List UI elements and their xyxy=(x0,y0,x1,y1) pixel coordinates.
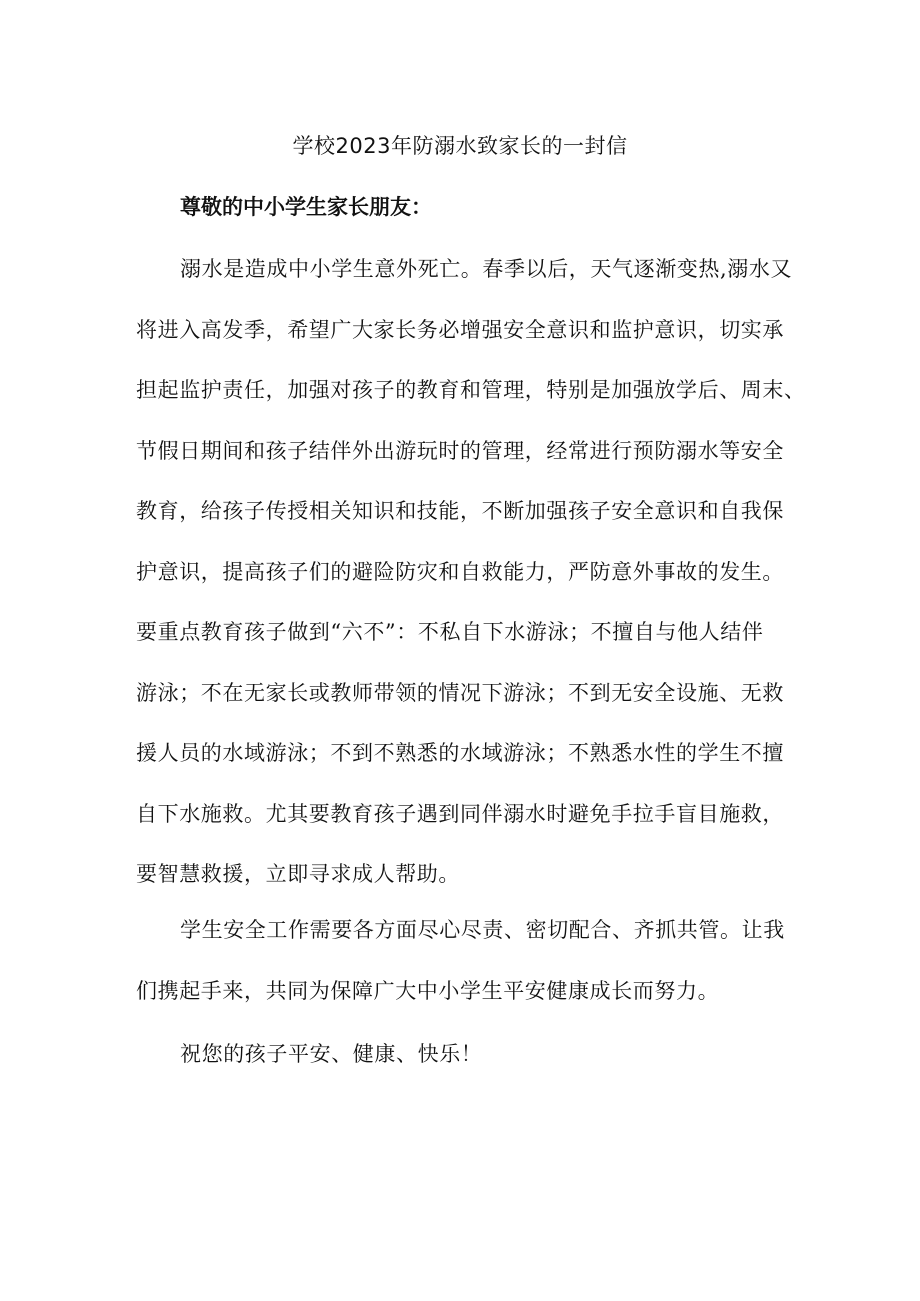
paragraph-line: 学生安全工作需要各方面尽心尽责、密切配合、齐抓共管。让我 xyxy=(180,918,785,942)
closing-line: 祝您的孩子平安、健康、快乐！ xyxy=(180,1042,483,1066)
paragraph-line: 援人员的水域游泳；不到不熟悉的水域游泳；不熟悉水性的学生不擅 xyxy=(136,741,784,765)
paragraph-line: 将进入高发季，希望广大家长务必增强安全意识和监护意识，切实承 xyxy=(136,317,784,342)
paragraph-line: 要智慧救援，立即寻求成人帮助。 xyxy=(136,862,460,886)
paragraph-main xyxy=(136,239,808,905)
paragraph-line: 游泳；不在无家长或教师带领的情况下游泳；不到无安全设施、无救 xyxy=(136,680,784,705)
paragraph-line: 节假日期间和孩子结伴外出游玩时的管理，经常进行预防溺水等安全 xyxy=(136,438,784,463)
paragraph-line: 护意识，提高孩子们的避险防灾和自救能力，严防意外事故的发生。 xyxy=(136,559,784,584)
paragraph-line: 溺水是造成中小学生意外死亡。春季以后，天气逐渐变热,溺水又 xyxy=(180,257,793,281)
paragraph-line: 要重点教育孩子做到“六不”：不私自下水游泳；不擅自与他人结伴 xyxy=(136,620,764,644)
paragraph-line: 们携起手来，共同为保障广大中小学生平安健康成长而努力。 xyxy=(136,978,720,1003)
paragraph-appeal xyxy=(136,900,808,1021)
closing-wish xyxy=(136,1024,808,1085)
paragraph-line: 担起监护责任，加强对孩子的教育和管理，特别是加强放学后、周末、 xyxy=(136,378,806,402)
document-title: 学校2023年防溺水致家长的一封信 xyxy=(292,134,628,158)
paragraph-line: 教育，给孩子传授相关知识和技能，不断加强孩子安全意识和自我保 xyxy=(136,499,784,523)
salutation: 尊敬的中小学生家长朋友： xyxy=(180,195,432,219)
paragraph-line: 自下水施救。尤其要教育孩子遇到同伴溺水时避免手拉手盲目施救， xyxy=(136,801,784,826)
